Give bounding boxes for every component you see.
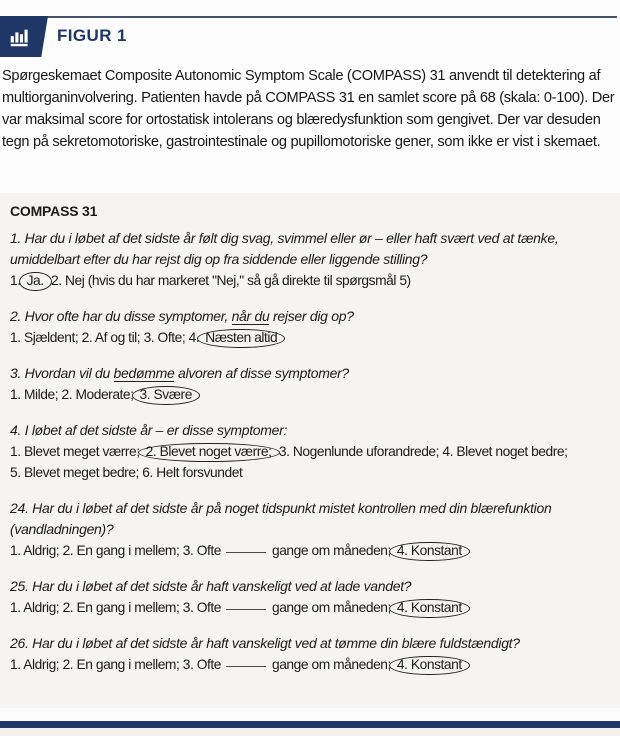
bar-chart-icon [8, 26, 30, 48]
circled-answer: Ja. [19, 272, 52, 291]
question-1-answers [10, 270, 610, 291]
answer-option-prefix: 1. Aldrig; 2. En gang i mellem; 3. Ofte [10, 600, 221, 615]
question-1-text [10, 228, 610, 270]
question-4-text [10, 420, 610, 441]
underlined-phrase: når du [231, 308, 270, 324]
question-26-text [10, 633, 610, 654]
answer-option-rest: 5. Blevet meget bedre; 6. Helt forsvundet [10, 465, 243, 480]
answer-blank-line [226, 606, 266, 610]
compass-questionnaire-box [0, 193, 620, 708]
circled-answer: Næsten altid [197, 329, 285, 348]
circled-answer: 2. Blevet noget værre; [138, 443, 280, 462]
answer-option-prefix: 1. Aldrig; 2. En gang i mellem; 3. Ofte [10, 657, 221, 672]
circled-answer: 4. Konstant [389, 542, 470, 561]
question-25 [10, 576, 610, 618]
answer-option-rest: 2. Nej (hvis du har markeret "Nej," så gå direkte til spørgsmål 5) [47, 273, 411, 288]
answer-option-prefix: 1. Aldrig; 2. En gang i mellem; 3. Ofte [10, 543, 221, 558]
question-3 [10, 363, 610, 405]
footer-strip [0, 728, 620, 736]
question-25-text [10, 576, 610, 597]
question-4-answers [10, 441, 610, 462]
answer-option-mid: gange om måneden; [271, 600, 391, 615]
question-2-label-rest: rejser dig op? [269, 308, 354, 324]
question-2-text [10, 306, 610, 327]
question-3-answers [10, 384, 610, 405]
figure-caption: Spørgeskemaet Composite Autonomic Symptom Scale (COMPASS) 31 anvendt til detektering af multiorganinvolvering. Patienten havde på COMPASS 31 en samlet score på 68 (skala: 0-100). Der var maksimal score for ortostatisk intolerans og blæredysfunktion som gengivet. Der var desuden tegn på sekretomotoriske, gastrointestinale og pupillomotoriske gener, som ikke er vist i skemaet. [2, 68, 615, 150]
answer-option-prefix: 1. Milde; 2. Moderate; [10, 387, 134, 402]
figure-badge [0, 16, 48, 57]
question-25-label: 25. Har du i løbet af det sidste år haft vanskeligt ved at lade vandet? [10, 578, 412, 594]
question-4-label: 4. I løbet af det sidste år – er disse symptomer: [10, 422, 288, 438]
question-25-answers [10, 597, 610, 618]
question-26 [10, 633, 610, 675]
question-26-label: 26. Har du i løbet af det sidste år haft vanskeligt ved at tømme din blære fuldstændigt? [10, 635, 520, 651]
question-24-label: 24. Har du i løbet af det sidste år på noget tidspunkt mistet kontrollen med din blærefunktion (vandladningen)? [10, 500, 552, 537]
question-4 [10, 420, 610, 483]
answer-blank-line [226, 663, 266, 667]
circled-answer: 3. Svære [132, 386, 200, 405]
answer-option-rest: 3. Nogenlunde uforandrede; 4. Blevet noget bedre; [275, 444, 568, 459]
figure-title: FIGUR 1 [57, 26, 127, 45]
footer-rule [0, 721, 620, 728]
circled-answer: 4. Konstant [389, 599, 470, 618]
question-3-label: 3. Hvordan vil du [10, 365, 114, 381]
header-rule [40, 16, 617, 18]
answer-blank-line [226, 549, 266, 553]
question-26-answers [10, 654, 610, 675]
question-2 [10, 306, 610, 348]
questionnaire-title: COMPASS 31 [10, 203, 98, 219]
answer-option-prefix: 1. Blevet meget værre; [10, 444, 140, 459]
question-2-label: 2. Hvor ofte har du disse symptomer, [10, 308, 232, 324]
question-24-text [10, 498, 610, 540]
question-24 [10, 498, 610, 561]
question-4-answers-line2 [10, 462, 610, 483]
circled-answer: 4. Konstant [389, 656, 470, 675]
question-1-label: 1. Har du i løbet af det sidste år følt dig svag, svimmel eller ør – eller haft svært ved at tænke, umiddelbart efter du har rejst dig op fra siddende eller liggende stilling? [10, 230, 559, 267]
question-1 [10, 228, 610, 291]
answer-option-prefix: 1. Sjældent; 2. Af og til; 3. Ofte; 4. [10, 330, 200, 345]
question-3-text [10, 363, 610, 384]
answer-option-mid: gange om måneden; [271, 657, 391, 672]
question-3-label-rest: alvoren af disse symptomer? [174, 365, 349, 381]
answer-option-prefix: 1. [10, 273, 21, 288]
underlined-phrase: bedømme [113, 365, 175, 381]
question-2-answers [10, 327, 610, 348]
answer-option-mid: gange om måneden; [271, 543, 391, 558]
question-24-answers [10, 540, 610, 561]
